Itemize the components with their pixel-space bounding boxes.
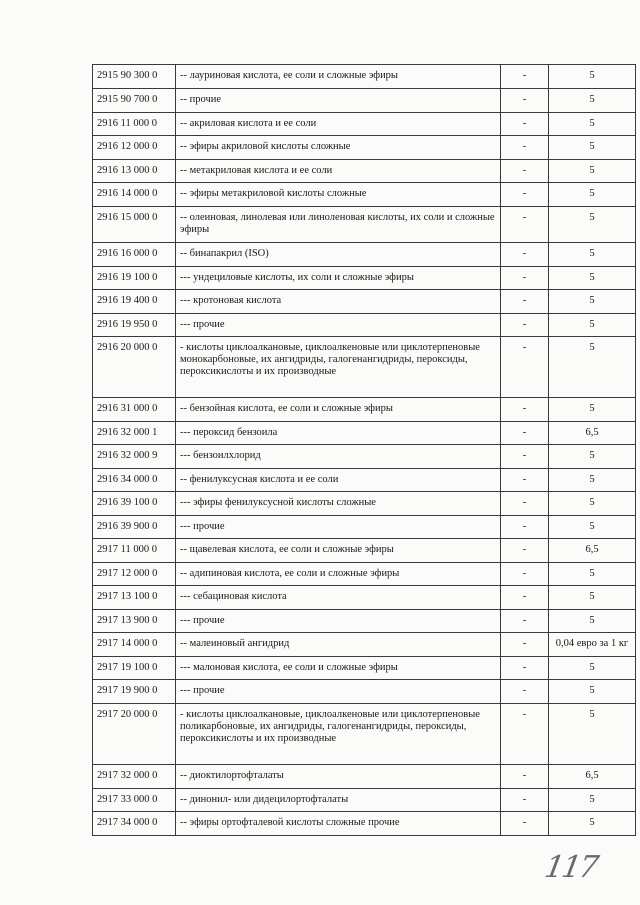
- unit-cell: -: [501, 586, 549, 610]
- commodity-code-cell: 2916 11 000 0: [93, 113, 176, 136]
- description-cell: -- акриловая кислота и ее соли: [176, 113, 501, 136]
- commodity-code-cell: 2917 13 900 0: [93, 610, 176, 633]
- duty-rate-cell: 0,04 евро за 1 кг: [549, 633, 636, 657]
- unit-cell: -: [501, 657, 549, 680]
- table-row: [93, 267, 636, 290]
- unit-cell: -: [501, 113, 549, 136]
- commodity-code-cell: 2917 20 000 0: [93, 704, 176, 765]
- table-row: [93, 765, 636, 789]
- duty-rate-cell: 5: [549, 657, 636, 680]
- unit-cell: -: [501, 183, 549, 207]
- table-row: [93, 680, 636, 704]
- unit-cell: -: [501, 207, 549, 243]
- description-cell: --- бензоилхлорид: [176, 445, 501, 469]
- description-cell: -- щавелевая кислота, ее соли и сложные эфиры: [176, 539, 501, 563]
- description-cell: -- прочие: [176, 89, 501, 113]
- duty-rate-cell: 5: [549, 680, 636, 704]
- duty-rate-cell: 5: [549, 267, 636, 290]
- table-row: [93, 183, 636, 207]
- duty-rate-cell: 5: [549, 445, 636, 469]
- description-cell: --- прочие: [176, 516, 501, 539]
- duty-rate-cell: 5: [549, 160, 636, 183]
- duty-rate-cell: 5: [549, 290, 636, 314]
- duty-rate-cell: 5: [549, 563, 636, 586]
- table-row: [93, 704, 636, 765]
- commodity-code-cell: 2916 15 000 0: [93, 207, 176, 243]
- duty-rate-cell: 5: [549, 789, 636, 812]
- description-cell: -- динонил- или дидецилортофталаты: [176, 789, 501, 812]
- duty-rate-cell: 6,5: [549, 422, 636, 445]
- table-row: [93, 113, 636, 136]
- commodity-code-cell: 2917 32 000 0: [93, 765, 176, 789]
- commodity-code-cell: 2917 14 000 0: [93, 633, 176, 657]
- unit-cell: -: [501, 633, 549, 657]
- unit-cell: -: [501, 89, 549, 113]
- table-row: [93, 65, 636, 89]
- unit-cell: -: [501, 765, 549, 789]
- description-cell: --- прочие: [176, 610, 501, 633]
- description-cell: -- бинапакрил (ISO): [176, 243, 501, 267]
- table-row: [93, 207, 636, 243]
- table-row: [93, 89, 636, 113]
- table-row: [93, 610, 636, 633]
- table-row: [93, 398, 636, 422]
- description-cell: -- малеиновый ангидрид: [176, 633, 501, 657]
- description-cell: --- прочие: [176, 680, 501, 704]
- commodity-code-cell: 2916 34 000 0: [93, 469, 176, 492]
- commodity-code-cell: 2917 33 000 0: [93, 789, 176, 812]
- description-cell: -- фенилуксусная кислота и ее соли: [176, 469, 501, 492]
- description-cell: - кислоты циклоалкановые, циклоалкеновые или циклотерпеновые монокарбоновые, их ангидриды, галогенангидриды, пероксиды, пероксикислоты и их производные: [176, 337, 501, 398]
- commodity-code-cell: 2916 13 000 0: [93, 160, 176, 183]
- commodity-code-cell: 2916 39 900 0: [93, 516, 176, 539]
- commodity-code-cell: 2916 31 000 0: [93, 398, 176, 422]
- duty-rate-cell: 5: [549, 207, 636, 243]
- table-row: [93, 657, 636, 680]
- table-row: [93, 789, 636, 812]
- unit-cell: -: [501, 812, 549, 836]
- table-row: [93, 563, 636, 586]
- unit-cell: -: [501, 469, 549, 492]
- commodity-code-cell: 2915 90 700 0: [93, 89, 176, 113]
- commodity-code-cell: 2917 19 900 0: [93, 680, 176, 704]
- description-cell: -- лауриновая кислота, ее соли и сложные эфиры: [176, 65, 501, 89]
- commodity-code-cell: 2916 32 000 9: [93, 445, 176, 469]
- table-row: [93, 445, 636, 469]
- description-cell: -- метакриловая кислота и ее соли: [176, 160, 501, 183]
- duty-rate-cell: 5: [549, 89, 636, 113]
- tariff-table: [92, 64, 636, 836]
- table-row: [93, 469, 636, 492]
- unit-cell: -: [501, 398, 549, 422]
- unit-cell: -: [501, 243, 549, 267]
- table-row: [93, 337, 636, 398]
- unit-cell: -: [501, 337, 549, 398]
- table-row: [93, 314, 636, 337]
- description-cell: --- пероксид бензоила: [176, 422, 501, 445]
- commodity-code-cell: 2916 39 100 0: [93, 492, 176, 516]
- unit-cell: -: [501, 290, 549, 314]
- table-row: [93, 290, 636, 314]
- unit-cell: -: [501, 492, 549, 516]
- unit-cell: -: [501, 704, 549, 765]
- commodity-code-cell: 2916 20 000 0: [93, 337, 176, 398]
- duty-rate-cell: 5: [549, 136, 636, 160]
- table-row: [93, 633, 636, 657]
- duty-rate-cell: 5: [549, 113, 636, 136]
- commodity-code-cell: 2916 12 000 0: [93, 136, 176, 160]
- commodity-code-cell: 2916 19 950 0: [93, 314, 176, 337]
- commodity-code-cell: 2917 11 000 0: [93, 539, 176, 563]
- table-row: [93, 422, 636, 445]
- unit-cell: -: [501, 160, 549, 183]
- table-row: [93, 586, 636, 610]
- description-cell: --- себациновая кислота: [176, 586, 501, 610]
- unit-cell: -: [501, 539, 549, 563]
- duty-rate-cell: 5: [549, 586, 636, 610]
- commodity-code-cell: 2916 19 100 0: [93, 267, 176, 290]
- handwritten-page-number: 117: [541, 850, 600, 885]
- unit-cell: -: [501, 680, 549, 704]
- table-row: [93, 243, 636, 267]
- duty-rate-cell: 5: [549, 183, 636, 207]
- description-cell: --- малоновая кислота, ее соли и сложные эфиры: [176, 657, 501, 680]
- unit-cell: -: [501, 314, 549, 337]
- duty-rate-cell: 5: [549, 704, 636, 765]
- unit-cell: -: [501, 610, 549, 633]
- commodity-code-cell: 2916 14 000 0: [93, 183, 176, 207]
- table-row: [93, 160, 636, 183]
- duty-rate-cell: 6,5: [549, 539, 636, 563]
- table-row: [93, 539, 636, 563]
- table-row: [93, 516, 636, 539]
- unit-cell: -: [501, 445, 549, 469]
- duty-rate-cell: 6,5: [549, 765, 636, 789]
- duty-rate-cell: 5: [549, 610, 636, 633]
- description-cell: -- эфиры акриловой кислоты сложные: [176, 136, 501, 160]
- description-cell: -- олеиновая, линолевая или линоленовая кислоты, их соли и сложные эфиры: [176, 207, 501, 243]
- description-cell: - кислоты циклоалкановые, циклоалкеновые или циклотерпеновые поликарбоновые, их ангидриды, галогенангидриды, пероксиды, пероксикислоты и их производные: [176, 704, 501, 765]
- description-cell: -- диоктилортофталаты: [176, 765, 501, 789]
- duty-rate-cell: 5: [549, 398, 636, 422]
- commodity-code-cell: 2917 19 100 0: [93, 657, 176, 680]
- description-cell: --- прочие: [176, 314, 501, 337]
- commodity-code-cell: 2915 90 300 0: [93, 65, 176, 89]
- unit-cell: -: [501, 65, 549, 89]
- commodity-code-cell: 2916 32 000 1: [93, 422, 176, 445]
- duty-rate-cell: 5: [549, 314, 636, 337]
- description-cell: -- эфиры ортофталевой кислоты сложные прочие: [176, 812, 501, 836]
- unit-cell: -: [501, 563, 549, 586]
- duty-rate-cell: 5: [549, 65, 636, 89]
- table-row: [93, 136, 636, 160]
- duty-rate-cell: 5: [549, 337, 636, 398]
- description-cell: --- кротоновая кислота: [176, 290, 501, 314]
- duty-rate-cell: 5: [549, 492, 636, 516]
- duty-rate-cell: 5: [549, 516, 636, 539]
- commodity-code-cell: 2917 34 000 0: [93, 812, 176, 836]
- description-cell: -- адипиновая кислота, ее соли и сложные эфиры: [176, 563, 501, 586]
- unit-cell: -: [501, 136, 549, 160]
- unit-cell: -: [501, 267, 549, 290]
- commodity-code-cell: 2917 13 100 0: [93, 586, 176, 610]
- duty-rate-cell: 5: [549, 812, 636, 836]
- description-cell: --- эфиры фенилуксусной кислоты сложные: [176, 492, 501, 516]
- duty-rate-cell: 5: [549, 469, 636, 492]
- description-cell: -- бензойная кислота, ее соли и сложные эфиры: [176, 398, 501, 422]
- unit-cell: -: [501, 516, 549, 539]
- commodity-code-cell: 2916 16 000 0: [93, 243, 176, 267]
- table-row: [93, 492, 636, 516]
- unit-cell: -: [501, 789, 549, 812]
- description-cell: -- эфиры метакриловой кислоты сложные: [176, 183, 501, 207]
- commodity-code-cell: 2916 19 400 0: [93, 290, 176, 314]
- description-cell: --- ундециловые кислоты, их соли и сложные эфиры: [176, 267, 501, 290]
- unit-cell: -: [501, 422, 549, 445]
- duty-rate-cell: 5: [549, 243, 636, 267]
- table-row: [93, 812, 636, 836]
- commodity-code-cell: 2917 12 000 0: [93, 563, 176, 586]
